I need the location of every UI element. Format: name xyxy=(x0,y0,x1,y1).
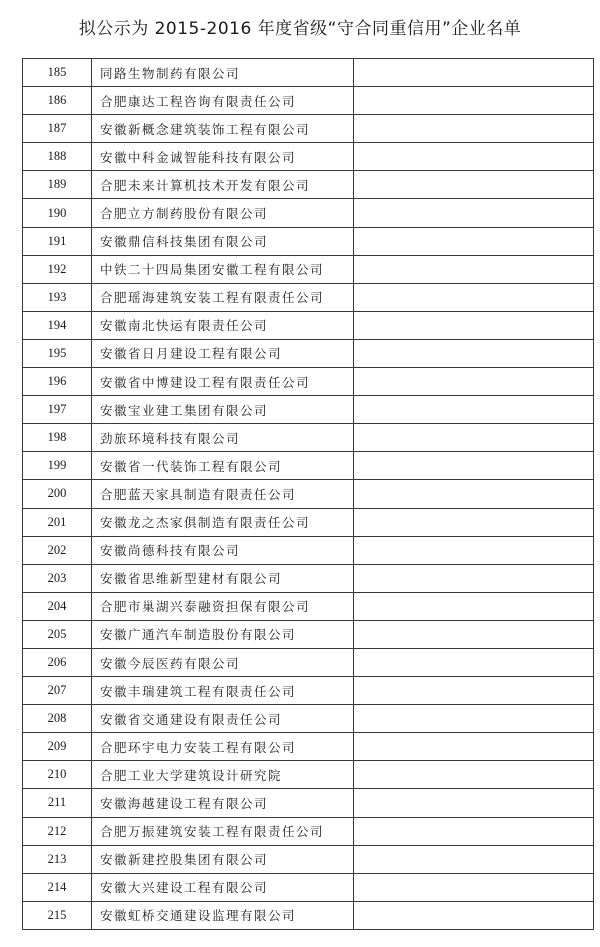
enterprise-list xyxy=(22,58,594,930)
table-row xyxy=(23,396,594,424)
blank-cell xyxy=(354,705,594,733)
row-number: 204 xyxy=(23,592,92,620)
row-number: 188 xyxy=(23,143,92,171)
company-name: 安徽龙之杰家俱制造有限责任公司 xyxy=(92,508,354,536)
table-row xyxy=(23,87,594,115)
table-row xyxy=(23,255,594,283)
company-name: 安徽尚德科技有限公司 xyxy=(92,536,354,564)
blank-cell xyxy=(354,733,594,761)
table-row xyxy=(23,199,594,227)
table-row xyxy=(23,564,594,592)
row-number: 208 xyxy=(23,705,92,733)
table-row xyxy=(23,845,594,873)
row-number: 215 xyxy=(23,901,92,929)
row-number: 189 xyxy=(23,171,92,199)
blank-cell xyxy=(354,789,594,817)
blank-cell xyxy=(354,199,594,227)
company-name: 安徽省中博建设工程有限责任公司 xyxy=(92,368,354,396)
table-row xyxy=(23,761,594,789)
company-name: 安徽省日月建设工程有限公司 xyxy=(92,339,354,367)
row-number: 213 xyxy=(23,845,92,873)
table-row xyxy=(23,620,594,648)
row-number: 185 xyxy=(23,59,92,87)
table-body xyxy=(23,59,594,930)
table-row xyxy=(23,452,594,480)
row-number: 194 xyxy=(23,311,92,339)
blank-cell xyxy=(354,59,594,87)
row-number: 202 xyxy=(23,536,92,564)
row-number: 196 xyxy=(23,368,92,396)
table-row xyxy=(23,648,594,676)
blank-cell xyxy=(354,845,594,873)
row-number: 203 xyxy=(23,564,92,592)
company-name: 安徽宝业建工集团有限公司 xyxy=(92,396,354,424)
company-name: 合肥工业大学建筑设计研究院 xyxy=(92,761,354,789)
table-row xyxy=(23,677,594,705)
company-name: 合肥万振建筑安装工程有限责任公司 xyxy=(92,817,354,845)
blank-cell xyxy=(354,648,594,676)
table-row xyxy=(23,817,594,845)
table-row xyxy=(23,311,594,339)
company-name: 合肥环宇电力安装工程有限公司 xyxy=(92,733,354,761)
row-number: 193 xyxy=(23,283,92,311)
blank-cell xyxy=(354,761,594,789)
blank-cell xyxy=(354,115,594,143)
blank-cell xyxy=(354,480,594,508)
company-name: 同路生物制药有限公司 xyxy=(92,59,354,87)
company-name: 安徽今辰医药有限公司 xyxy=(92,648,354,676)
table-row xyxy=(23,283,594,311)
company-name: 安徽南北快运有限责任公司 xyxy=(92,311,354,339)
row-number: 195 xyxy=(23,339,92,367)
blank-cell xyxy=(354,368,594,396)
table-row xyxy=(23,901,594,929)
row-number: 207 xyxy=(23,677,92,705)
company-name: 劲旅环境科技有限公司 xyxy=(92,424,354,452)
blank-cell xyxy=(354,901,594,929)
company-name: 安徽海越建设工程有限公司 xyxy=(92,789,354,817)
company-name: 安徽省交通建设有限责任公司 xyxy=(92,705,354,733)
blank-cell xyxy=(354,677,594,705)
table-row xyxy=(23,368,594,396)
page-title: 拟公示为 2015-2016 年度省级“守合同重信用”企业名单 xyxy=(78,19,522,39)
blank-cell xyxy=(354,452,594,480)
row-number: 191 xyxy=(23,227,92,255)
row-number: 205 xyxy=(23,620,92,648)
blank-cell xyxy=(354,396,594,424)
table-row xyxy=(23,424,594,452)
company-name: 合肥瑶海建筑安装工程有限责任公司 xyxy=(92,283,354,311)
company-name: 安徽中科金诚智能科技有限公司 xyxy=(92,143,354,171)
table-row xyxy=(23,705,594,733)
company-name: 安徽大兴建设工程有限公司 xyxy=(92,873,354,901)
blank-cell xyxy=(354,592,594,620)
row-number: 198 xyxy=(23,424,92,452)
company-name: 合肥康达工程咨询有限责任公司 xyxy=(92,87,354,115)
row-number: 210 xyxy=(23,761,92,789)
row-number: 187 xyxy=(23,115,92,143)
table-row xyxy=(23,59,594,87)
row-number: 214 xyxy=(23,873,92,901)
table-row xyxy=(23,115,594,143)
table-row xyxy=(23,789,594,817)
table-row xyxy=(23,873,594,901)
company-name: 安徽鼎信科技集团有限公司 xyxy=(92,227,354,255)
blank-cell xyxy=(354,564,594,592)
company-name: 安徽省一代装饰工程有限公司 xyxy=(92,452,354,480)
blank-cell xyxy=(354,508,594,536)
blank-cell xyxy=(354,283,594,311)
blank-cell xyxy=(354,873,594,901)
row-number: 199 xyxy=(23,452,92,480)
blank-cell xyxy=(354,227,594,255)
blank-cell xyxy=(354,339,594,367)
row-number: 190 xyxy=(23,199,92,227)
table-row xyxy=(23,592,594,620)
blank-cell xyxy=(354,620,594,648)
table-row xyxy=(23,508,594,536)
row-number: 201 xyxy=(23,508,92,536)
blank-cell xyxy=(354,536,594,564)
blank-cell xyxy=(354,143,594,171)
table-row xyxy=(23,339,594,367)
table-row xyxy=(23,143,594,171)
company-name: 安徽虹桥交通建设监理有限公司 xyxy=(92,901,354,929)
table-row xyxy=(23,227,594,255)
table-row xyxy=(23,733,594,761)
company-name: 安徽新建控股集团有限公司 xyxy=(92,845,354,873)
row-number: 200 xyxy=(23,480,92,508)
company-name: 安徽广通汽车制造股份有限公司 xyxy=(92,620,354,648)
blank-cell xyxy=(354,87,594,115)
company-name: 安徽新概念建筑装饰工程有限公司 xyxy=(92,115,354,143)
company-name: 中铁二十四局集团安徽工程有限公司 xyxy=(92,255,354,283)
row-number: 192 xyxy=(23,255,92,283)
company-name: 合肥未来计算机技术开发有限公司 xyxy=(92,171,354,199)
company-name: 合肥立方制药股份有限公司 xyxy=(92,199,354,227)
enterprise-table xyxy=(22,58,582,930)
row-number: 211 xyxy=(23,789,92,817)
row-number: 186 xyxy=(23,87,92,115)
row-number: 212 xyxy=(23,817,92,845)
table-row xyxy=(23,536,594,564)
blank-cell xyxy=(354,424,594,452)
row-number: 197 xyxy=(23,396,92,424)
blank-cell xyxy=(354,311,594,339)
table-row xyxy=(23,480,594,508)
company-name: 合肥蓝天家具制造有限责任公司 xyxy=(92,480,354,508)
table-row xyxy=(23,171,594,199)
row-number: 209 xyxy=(23,733,92,761)
blank-cell xyxy=(354,255,594,283)
blank-cell xyxy=(354,817,594,845)
company-name: 安徽丰瑞建筑工程有限责任公司 xyxy=(92,677,354,705)
company-name: 安徽省思维新型建材有限公司 xyxy=(92,564,354,592)
blank-cell xyxy=(354,171,594,199)
row-number: 206 xyxy=(23,648,92,676)
company-name: 合肥市巢湖兴泰融资担保有限公司 xyxy=(92,592,354,620)
